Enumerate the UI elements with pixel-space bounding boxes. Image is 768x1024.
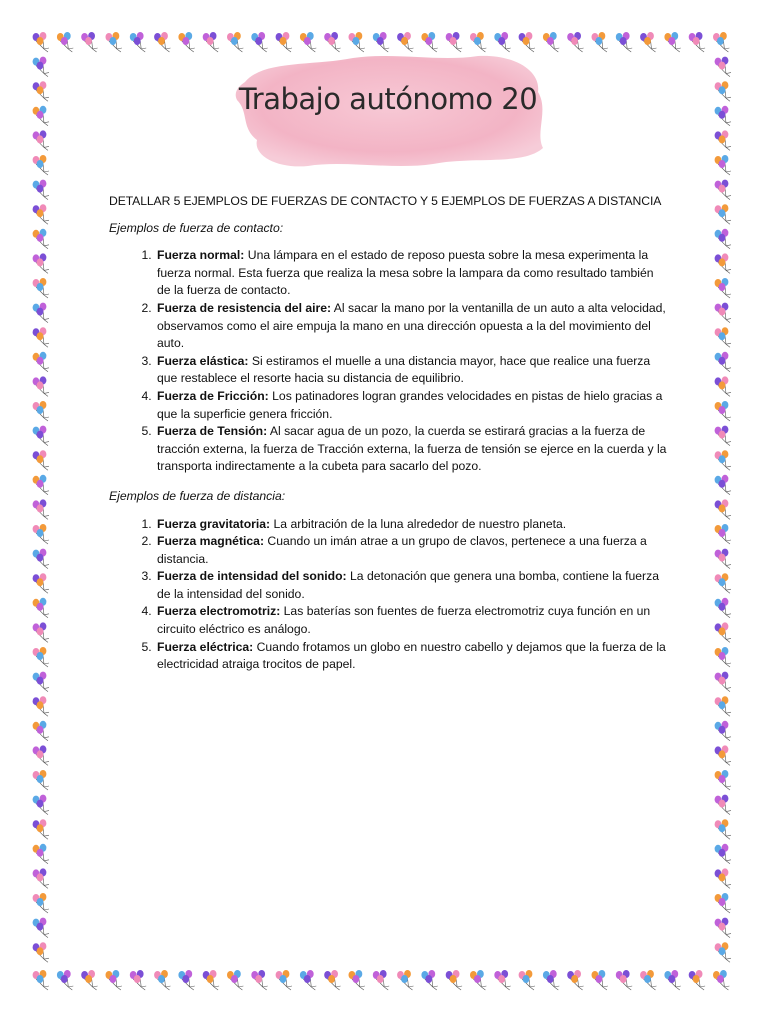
balloon-bunch-icon (715, 130, 731, 150)
balloon-bunch-icon (33, 524, 49, 544)
balloon-bunch-icon (713, 32, 729, 52)
balloon-bunch-icon (33, 32, 49, 52)
balloon-bunch-icon (664, 32, 680, 52)
balloon-bunch-icon (715, 549, 731, 569)
balloon-bunch-icon (33, 229, 49, 249)
balloon-bunch-icon (349, 970, 365, 990)
page-title: Trabajo autónomo 20 (238, 82, 538, 116)
balloon-bunch-icon (203, 32, 219, 52)
balloon-bunch-icon (33, 401, 49, 421)
balloon-bunch-icon (33, 303, 49, 323)
balloon-bunch-icon (494, 970, 510, 990)
list-item (155, 353, 669, 388)
item-term: Fuerza de resistencia del aire: (157, 300, 332, 315)
balloon-bunch-icon (715, 918, 731, 938)
item-term: Fuerza elástica: (157, 353, 249, 368)
balloon-bunch-icon (300, 970, 316, 990)
balloon-bunch-icon (251, 32, 267, 52)
balloon-bunch-icon (33, 696, 49, 716)
list-item (155, 568, 669, 603)
balloon-bunch-icon (349, 32, 365, 52)
item-term: Fuerza gravitatoria: (157, 516, 271, 531)
balloon-bunch-icon (715, 106, 731, 126)
balloon-bunch-icon (57, 970, 73, 990)
balloon-bunch-icon (715, 819, 731, 839)
item-term: Fuerza normal: (157, 248, 245, 263)
balloon-bunch-icon (33, 130, 49, 150)
balloon-bunch-icon (33, 57, 49, 77)
balloon-bunch-icon (33, 795, 49, 815)
balloon-bunch-icon (33, 770, 49, 790)
balloon-bunch-icon (33, 155, 49, 175)
balloon-bunch-icon (106, 32, 122, 52)
item-term: Fuerza de Fricción: (157, 388, 269, 403)
item-text: Una lámpara en el estado de reposo puesta sobre la mesa experimenta la fuerza normal. Esta fuerza que realiza la mesa sobre la lampara da como resultado también de la fuerza de contacto. (157, 248, 654, 298)
balloon-bunch-icon (715, 401, 731, 421)
balloon-bunch-icon (519, 970, 535, 990)
balloon-bunch-icon (203, 970, 219, 990)
balloon-bunch-icon (715, 868, 731, 888)
item-text: Al sacar agua de un pozo, la cuerda se estirará gracias a la fuerza de tracción externa, la fuerza de Tracción externa, la fuerza de tensión se ejerce en la cuerda y la transporta indirectamente a la cubeta para sacarlo del pozo. (157, 424, 667, 474)
balloon-bunch-icon (616, 970, 632, 990)
balloon-bunch-icon (715, 942, 731, 962)
balloon-bunch-icon (33, 180, 49, 200)
balloon-bunch-icon (324, 32, 340, 52)
balloon-bunch-icon (543, 32, 559, 52)
balloon-bunch-icon (715, 745, 731, 765)
balloon-bunch-icon (446, 970, 462, 990)
balloon-bunch-icon (470, 970, 486, 990)
list-item (155, 423, 669, 476)
balloon-bunch-icon (592, 32, 608, 52)
balloon-bunch-icon (373, 970, 389, 990)
list-item (155, 639, 669, 674)
balloon-bunch-icon (640, 32, 656, 52)
balloon-bunch-icon (33, 819, 49, 839)
balloon-bunch-icon (715, 352, 731, 372)
balloon-bunch-icon (373, 32, 389, 52)
item-text: Al sacar la mano por la ventanilla de un auto a alta velocidad, observamos como el aire empuja la mano en una dirección opuesta a la del movimiento del auto. (157, 300, 666, 351)
balloon-bunch-icon (421, 970, 437, 990)
balloon-bunch-icon (616, 32, 632, 52)
balloon-bunch-icon (251, 970, 267, 990)
balloon-bunch-icon (715, 721, 731, 741)
item-term: Fuerza magnética: (157, 534, 265, 549)
balloon-bunch-icon (689, 32, 705, 52)
item-text: La detonación que genera una bomba, contiene la fuerza de la intensidad del sonido. (157, 569, 659, 601)
balloon-bunch-icon (715, 278, 731, 298)
balloon-bunch-icon (715, 327, 731, 347)
balloon-bunch-icon (715, 622, 731, 642)
balloon-bunch-icon (227, 32, 243, 52)
balloon-bunch-icon (33, 475, 49, 495)
balloon-bunch-icon (715, 180, 731, 200)
balloon-bunch-icon (33, 970, 49, 990)
balloon-bunch-icon (33, 868, 49, 888)
balloon-bunch-icon (397, 32, 413, 52)
item-text: La arbitración de la luna alrededor de nuestro planeta. (270, 516, 567, 531)
balloon-bunch-icon (715, 844, 731, 864)
list-item (155, 247, 669, 300)
list-item (155, 533, 669, 568)
balloon-bunch-icon (276, 32, 292, 52)
balloon-bunch-icon (33, 721, 49, 741)
balloon-bunch-icon (715, 376, 731, 396)
balloon-bunch-icon (106, 970, 122, 990)
balloon-bunch-icon (715, 57, 731, 77)
balloon-bunch-icon (397, 970, 413, 990)
balloon-bunch-icon (567, 970, 583, 990)
balloon-bunch-icon (33, 573, 49, 593)
item-term: Fuerza electromotriz: (157, 604, 281, 619)
balloon-bunch-icon (154, 32, 170, 52)
contact-section-title: Ejemplos de fuerza de contacto: (109, 220, 284, 235)
balloon-bunch-icon (715, 303, 731, 323)
balloon-bunch-icon (33, 844, 49, 864)
balloon-bunch-icon (33, 106, 49, 126)
balloon-bunch-icon (715, 647, 731, 667)
contact-list (109, 247, 669, 476)
item-term: Fuerza eléctrica: (157, 639, 254, 654)
list-item (155, 388, 669, 423)
balloon-bunch-icon (300, 32, 316, 52)
item-text: Cuando un imán atrae a un grupo de clavos, pertenece a una fuerza a distancia. (157, 534, 647, 566)
balloon-bunch-icon (33, 598, 49, 618)
balloon-bunch-icon (715, 795, 731, 815)
balloon-bunch-icon (33, 672, 49, 692)
distance-section-title: Ejemplos de fuerza de distancia: (109, 488, 286, 503)
balloon-bunch-icon (421, 32, 437, 52)
balloon-bunch-icon (178, 32, 194, 52)
balloon-bunch-icon (33, 204, 49, 224)
balloon-bunch-icon (33, 278, 49, 298)
list-item (155, 300, 669, 353)
balloon-bunch-icon (33, 622, 49, 642)
balloon-bunch-icon (227, 970, 243, 990)
balloon-bunch-icon (154, 970, 170, 990)
balloon-bunch-icon (33, 918, 49, 938)
balloon-bunch-icon (715, 229, 731, 249)
item-text: Cuando frotamos un globo en nuestro cabello y dejamos que la fuerza de la electricidad atraiga trocitos de papel. (157, 639, 666, 672)
balloon-bunch-icon (715, 770, 731, 790)
balloon-bunch-icon (715, 696, 731, 716)
balloon-bunch-icon (715, 426, 731, 446)
balloon-bunch-icon (494, 32, 510, 52)
balloon-bunch-icon (715, 524, 731, 544)
list-item (155, 603, 669, 638)
balloon-bunch-icon (543, 970, 559, 990)
item-text: Si estiramos el muelle a una distancia mayor, hace que realice una fuerza que restablece el resorte hacia su distancia de equilibrio. (157, 353, 651, 386)
distance-list (109, 516, 669, 674)
balloon-bunch-icon (640, 970, 656, 990)
balloon-bunch-icon (33, 549, 49, 569)
balloon-bunch-icon (713, 970, 729, 990)
balloon-bunch-icon (470, 32, 486, 52)
assignment-heading: DETALLAR 5 EJEMPLOS DE FUERZAS DE CONTACTO Y 5 EJEMPLOS DE FUERZAS A DISTANCIA (109, 194, 662, 208)
balloon-bunch-icon (715, 450, 731, 470)
balloon-bunch-icon (33, 253, 49, 273)
balloon-bunch-icon (130, 32, 146, 52)
balloon-bunch-icon (715, 598, 731, 618)
balloon-bunch-icon (519, 32, 535, 52)
balloon-bunch-icon (276, 970, 292, 990)
balloon-bunch-icon (57, 32, 73, 52)
balloon-bunch-icon (33, 352, 49, 372)
balloon-bunch-icon (33, 893, 49, 913)
balloon-bunch-icon (715, 475, 731, 495)
balloon-bunch-icon (33, 647, 49, 667)
balloon-bunch-icon (715, 204, 731, 224)
balloon-bunch-icon (592, 970, 608, 990)
balloon-bunch-icon (567, 32, 583, 52)
balloon-bunch-icon (81, 970, 97, 990)
balloon-bunch-icon (715, 672, 731, 692)
balloon-bunch-icon (81, 32, 97, 52)
balloon-bunch-icon (33, 81, 49, 101)
balloon-bunch-icon (33, 942, 49, 962)
balloon-bunch-icon (33, 327, 49, 347)
balloon-bunch-icon (324, 970, 340, 990)
balloon-bunch-icon (33, 376, 49, 396)
balloon-bunch-icon (715, 155, 731, 175)
balloon-bunch-icon (715, 253, 731, 273)
balloon-bunch-icon (33, 499, 49, 519)
balloon-bunch-icon (178, 970, 194, 990)
balloon-bunch-icon (446, 32, 462, 52)
item-term: Fuerza de Tensión: (157, 424, 268, 439)
balloon-bunch-icon (33, 745, 49, 765)
balloon-bunch-icon (715, 81, 731, 101)
balloon-bunch-icon (33, 426, 49, 446)
balloon-bunch-icon (715, 499, 731, 519)
item-text: Las baterías son fuentes de fuerza electromotriz cuya función en un circuito eléctrico es análogo. (157, 604, 651, 637)
balloon-bunch-icon (33, 450, 49, 470)
document-body (109, 193, 669, 686)
balloon-bunch-icon (715, 573, 731, 593)
balloon-bunch-icon (689, 970, 705, 990)
balloon-bunch-icon (130, 970, 146, 990)
item-term: Fuerza de intensidad del sonido: (157, 569, 347, 584)
balloon-bunch-icon (664, 970, 680, 990)
list-item (155, 516, 669, 534)
balloon-bunch-icon (715, 893, 731, 913)
item-text: Los patinadores logran grandes velocidades en pistas de hielo gracias a que la superficie genera fricción. (157, 388, 663, 421)
